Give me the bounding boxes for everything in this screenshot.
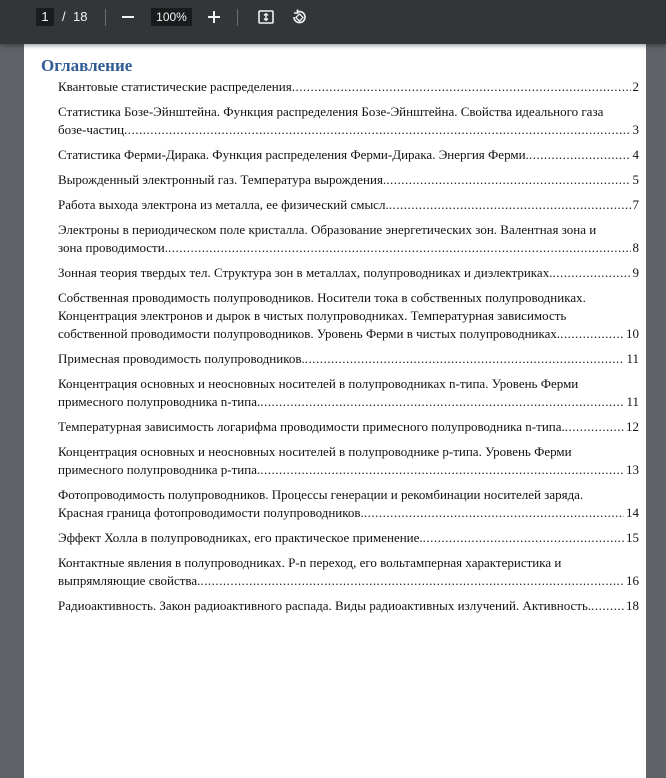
toc-entry[interactable]	[58, 529, 639, 547]
toc-entry[interactable]	[58, 146, 639, 164]
toc-entry-page: 4	[632, 147, 639, 162]
toc-entry[interactable]	[58, 554, 639, 590]
toc-entry[interactable]	[58, 221, 639, 257]
pdf-toolbar	[0, 0, 666, 44]
toolbar-divider	[105, 9, 106, 26]
toc-entry[interactable]	[58, 418, 639, 436]
toc-entry-text: Фотопроводимость полупроводников. Процессы генерации и рекомбинации носителей заряда. Красная граница фотопроводимости полупроводников. .....	[58, 487, 583, 520]
toc-entry-text: Концентрация основных и неосновных носителей в полупроводниках n-типа. Уровень Ферми примесного полупроводника n-типа. .....	[58, 376, 578, 409]
toc-entry-text: Контактные явления в полупроводниках. P-n переход, его вольтамперная характеристика и выпрямляющие свойства. .....	[58, 555, 561, 588]
toc-entry[interactable]	[58, 78, 639, 96]
rotate-icon	[290, 8, 308, 26]
toolbar-divider	[237, 9, 238, 26]
zoom-input[interactable]: 100%	[151, 8, 192, 26]
document-page	[24, 44, 646, 778]
toc-entry[interactable]	[58, 196, 639, 214]
rotate-button[interactable]	[289, 7, 309, 27]
toc-title: Оглавление	[41, 56, 133, 75]
toc-entry-page: 8	[632, 240, 639, 255]
toc-entry-page: 13	[626, 462, 639, 477]
toc-entry-text: Зонная теория твердых тел. Структура зон в металлах, полупроводниках и диэлектриках. .....	[58, 265, 552, 280]
toc-entry-text: Статистика Ферми-Дирака. Функция распределения Ферми-Дирака. Энергия Ферми. .....	[58, 147, 529, 162]
toc-entry-page: 7	[632, 197, 639, 212]
toc-entry-page: 15	[626, 530, 639, 545]
toc-entry[interactable]	[58, 375, 639, 411]
toc-entry[interactable]	[58, 103, 639, 139]
toc-entry[interactable]	[58, 289, 639, 343]
toc-entry-text: Собственная проводимость полупроводников. Носители тока в собственных полупроводниках. Концентрация электронов и дырок в чистых полупроводниках. Температурная зависимость собственной проводимости полупроводников. Уровень Ферми в чистых полупроводниках. .....	[58, 290, 586, 341]
toc-entry-text: Квантовые статистические распределения .....	[58, 79, 292, 94]
fit-to-page-button[interactable]	[256, 7, 276, 27]
toc-entry-text: Электроны в периодическом поле кристалла. Образование энергетических зон. Валентная зона и зона проводимости. .....	[58, 222, 596, 255]
toc-entry-page: 9	[632, 265, 639, 280]
page-number-input[interactable]: 1	[36, 8, 54, 26]
toc-entry[interactable]	[58, 443, 639, 479]
toc-entry-text: Температурная зависимость логарифма проводимости примесного полупроводника n-типа. .....	[58, 419, 565, 434]
toc-entry-text: Вырожденный электронный газ. Температура вырождения. .....	[58, 172, 386, 187]
toc-entry-page: 3	[632, 122, 639, 137]
toc-entry-text: Радиоактивность. Закон радиоактивного распада. Виды радиоактивных излучений. Активность. .....	[58, 598, 591, 613]
toc-entry[interactable]	[58, 486, 639, 522]
toc-entry-text: Концентрация основных и неосновных носителей в полупроводнике p-типа. Уровень Ферми примесного полупроводника p-типа. .....	[58, 444, 572, 477]
toc-entry[interactable]	[58, 597, 639, 615]
toc-entry-text: Эффект Холла в полупроводниках, его практическое применение. .....	[58, 530, 423, 545]
fit-page-icon	[257, 8, 275, 26]
toc-list	[58, 78, 639, 622]
toc-entry-page: 5	[632, 172, 639, 187]
toc-entry[interactable]	[58, 171, 639, 189]
toc-entry[interactable]	[58, 350, 639, 368]
toc-entry-page: 12	[626, 419, 639, 434]
zoom-in-button[interactable]	[204, 7, 224, 27]
toc-entry-page: 11	[626, 351, 639, 366]
toc-entry-page: 16	[626, 573, 639, 588]
toc-entry-text: Примесная проводимость полупроводников. .....	[58, 351, 305, 366]
toc-entry-page: 11	[626, 394, 639, 409]
toc-entry-text: Работа выхода электрона из металла, ее физический смысл. .....	[58, 197, 389, 212]
toc-entry-page: 10	[626, 326, 639, 341]
plus-icon	[207, 10, 221, 24]
total-pages: 18	[73, 9, 88, 24]
toc-entry[interactable]	[58, 264, 639, 282]
toc-entry-page: 2	[632, 79, 639, 94]
page-separator: /	[62, 9, 66, 24]
toc-entry-text: Статистика Бозе-Эйнштейна. Функция распределения Бозе-Эйнштейна. Свойства идеального газа бозе-частиц .....	[58, 104, 603, 137]
toc-entry-page: 18	[626, 598, 639, 613]
toc-entry-page: 14	[626, 505, 639, 520]
zoom-out-button[interactable]	[118, 7, 138, 27]
minus-icon	[121, 10, 135, 24]
